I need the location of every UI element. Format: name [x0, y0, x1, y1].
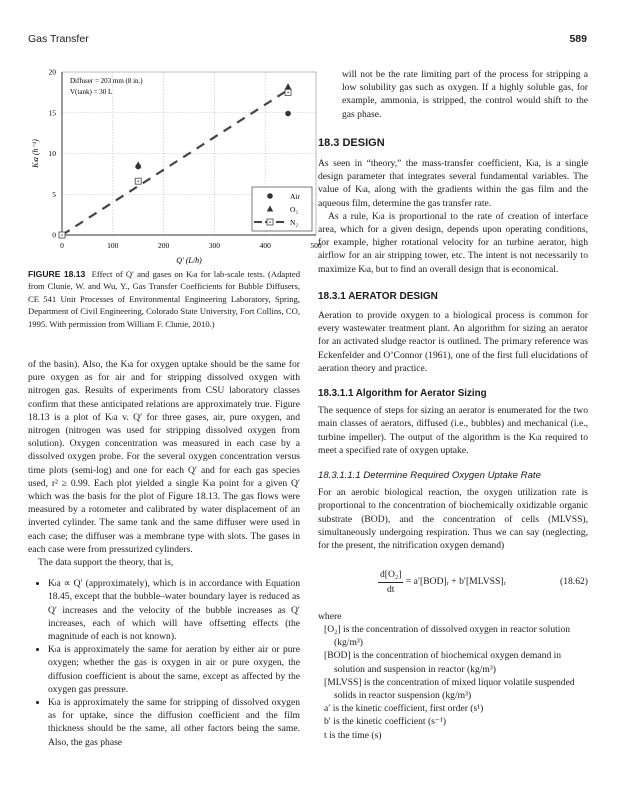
legend-label: Air — [290, 192, 300, 201]
y-tick-label: 0 — [52, 230, 56, 240]
x-tick-label: 200 — [157, 241, 170, 250]
y-tick-label: 20 — [48, 67, 56, 77]
data-point-triangle — [285, 83, 291, 89]
paragraph: Aeration to provide oxygen to a biological process is common for every wastewater treatment plant. An algorithm for sizing an aerator for an activated sludge reactor is outlined. The primary reference was Eckenfelder and O’Connor (1961), one of the first full elucidations of aeration theory and practice. — [318, 310, 588, 374]
y-tick-label: 10 — [48, 149, 56, 158]
legend-box — [252, 187, 312, 231]
legend-label: N₂ — [290, 218, 299, 227]
x-tick-label: 400 — [259, 241, 271, 250]
legend-marker-square-dot — [269, 221, 271, 223]
x-axis-label: Q′ (L/h) — [176, 256, 202, 265]
paragraph: of the basin). Also, the Kₗa for oxygen uptake should be the same for pure oxygen as for air and for stripping dissolved oxygen with nitrogen gas. Results of experiments from CSU laboratory classes confirm that these anticipated relations are approximately true. Figure 18.13 is a plot of Kₗa v. Q′ for three gases, air, pure oxygen, and nitrogen (nitrogen was used for stripping dissolved oxygen from solution). Oxygen concentration was measured in each case by a dissolved oxygen probe. For the several oxygen concentration versus time plots (semi-log) and one for each Q′ and for each gas species used, r² ≥ 0.99. Each plot yielded a single Kₗa point for a given Q′ which was the basis for the plot of Figure 18.13. The gas flows were measured by a rotometer and calibrated by water displacement of an inverted cylinder. The same tank and the same diffuser were used in each case; the diffuser was a membrane type with slots. The gases in each case were from pressurized cylinders. — [28, 359, 300, 555]
data-point-triangle — [135, 161, 141, 167]
paragraph: For an aerobic biological reaction, the oxygen utilization rate is proportional to the concentration of biochemically oxidizable organic substrate (BOD), and the concentration of cells (MLVSS), simultaneously undergoing respiration. Thus we can say (neglecting, for the present, the nitrification oxygen demand) — [318, 487, 588, 552]
definition: t is the time (s) — [324, 729, 382, 741]
data-point-square-dot — [287, 92, 289, 94]
paragraph: The data support the theory, that is, — [38, 557, 174, 569]
figure-label: FIGURE 18.13 — [28, 269, 86, 279]
x-tick-label: 100 — [107, 241, 119, 250]
legend-label: O₂ — [290, 205, 299, 214]
equation-18-62 — [318, 568, 588, 595]
data-point-square-dot — [137, 180, 139, 182]
definition: [MLVSS] is the concentration of mixed liquor volatile suspended solids in reactor suspension (kg/m³) — [324, 676, 575, 701]
list-item: • Kₗa is approximately the same for stripping of dissolved oxygen as for uptake, since the diffusion coefficient and the film thickness should be the same, all other factors being the same. Also, the gas phase — [48, 696, 300, 749]
annotation: Diffuser = 203 mm (8 in.) — [70, 77, 143, 85]
bullet-list — [28, 577, 300, 749]
subsection-heading: 18.3.1 AERATOR DESIGN — [318, 290, 438, 302]
subsubsection-heading: 18.3.1.1 Algorithm for Aerator Sizing — [318, 388, 487, 400]
data-point-circle — [285, 111, 291, 117]
where-label: where — [318, 610, 342, 622]
legend-marker-circle — [267, 193, 273, 199]
paragraph: As a rule, Kₗa is proportional to the rate of creation of interface area, which for a given design, depends upon operating conditions, for example, higher rotational velocity for an turbine aerator, high airflow for an air stripping tower, etc. The intent is not necessarily to maximize Kₗa, but to find an overall design that is economical. — [318, 210, 588, 275]
eq-number: (18.62) — [560, 576, 588, 588]
right-column — [318, 68, 588, 742]
data-point-square-dot — [61, 234, 63, 236]
list-item: • Kₗa is approximately the same for aeration by either air or pure oxygen; whether the gas is oxygen in air or pure oxygen, the diffusion coefficient is about the same, except as affected by the oxygen gas pressure. — [48, 643, 300, 696]
definition: [O₂] is the concentration of dissolved oxygen in reactor solution (kg/m³) — [324, 623, 571, 649]
x-tick-label: 500 — [310, 241, 322, 250]
definition: [BOD] is the concentration of biochemical oxygen demand in solution and suspension in reactor (kg/m³) — [324, 650, 562, 675]
y-tick-label: 5 — [52, 189, 56, 199]
section-heading: 18.3 DESIGN — [318, 136, 385, 149]
page-number: 589 — [569, 33, 587, 45]
figure-caption — [28, 268, 300, 330]
paragraph: will not be the rate limiting part of the process for stripping a low solubility gas such as oxygen. If a highly soluble gas, for example, ammonia, is stripped, the control would shift to the gas phase. — [342, 69, 588, 120]
eq-numerator: d[O₂] — [378, 568, 403, 582]
running-title: Gas Transfer — [28, 33, 89, 45]
paragraph-heading: 18.3.1.1.1 Determine Required Oxygen Uptake Rate — [318, 470, 541, 482]
definition-list — [318, 623, 588, 742]
annotation: V(tank) = 30 L — [70, 88, 113, 96]
figure-caption-text: Effect of Q′ and gases on Kₗa for lab-scale tests. (Adapted from Clunie, W. and Wu, Y., Gas Transfer Coefficients for Bubble Diffusers, CE 541 Unit Processes of Environmental Engineering Laboratory, Spring, Department of Civil Engineering, Colorado State University, Fort Collins, CO, 1995. With permission from William F. Clunie, 2010.) — [28, 269, 301, 329]
paragraph: The sequence of steps for sizing an aerator is enumerated for the two main classes of aerators, diffused (i.e., bubbles) and mechanical (i.e., turbine impeller). The output of the algorithm is the Kₗa required to meet a specified rate of oxygen uptake. — [318, 405, 588, 456]
x-tick-label: 300 — [208, 241, 221, 250]
y-axis-label: Kₗa (h⁻¹) — [31, 139, 40, 168]
definition: b′ is the kinetic coefficient (s⁻¹) — [324, 716, 447, 728]
left-column — [28, 358, 300, 749]
eq-rhs: = a′[BOD]ᵣ + b′[MLVSS]ᵣ — [405, 576, 506, 588]
definition: a′ is the kinetic coefficient, first order (s¹) — [324, 703, 484, 715]
eq-denominator: dt — [387, 583, 395, 595]
y-tick-label: 15 — [48, 108, 56, 118]
paragraph: As seen in “theory,” the mass-transfer coefficient, Kₗa, is a single design parameter that integrates several fundamental variables. The value of Kₗa, along with the gradients within the gas film and the aqueous film, determine the gas transfer rate. — [318, 158, 588, 209]
list-item: • Kₗa ∝ Q′ (approximately), which is in accordance with Equation 18.45, except that the bubble–water boundary layer is reduced as Q′ increases and the velocity of the bubble increases as Q′ increases, each of which will have offsetting effects (the magnitude of each is not known). — [48, 577, 300, 643]
x-tick-label: 0 — [60, 241, 64, 250]
figure-18-13-chart — [20, 60, 320, 270]
